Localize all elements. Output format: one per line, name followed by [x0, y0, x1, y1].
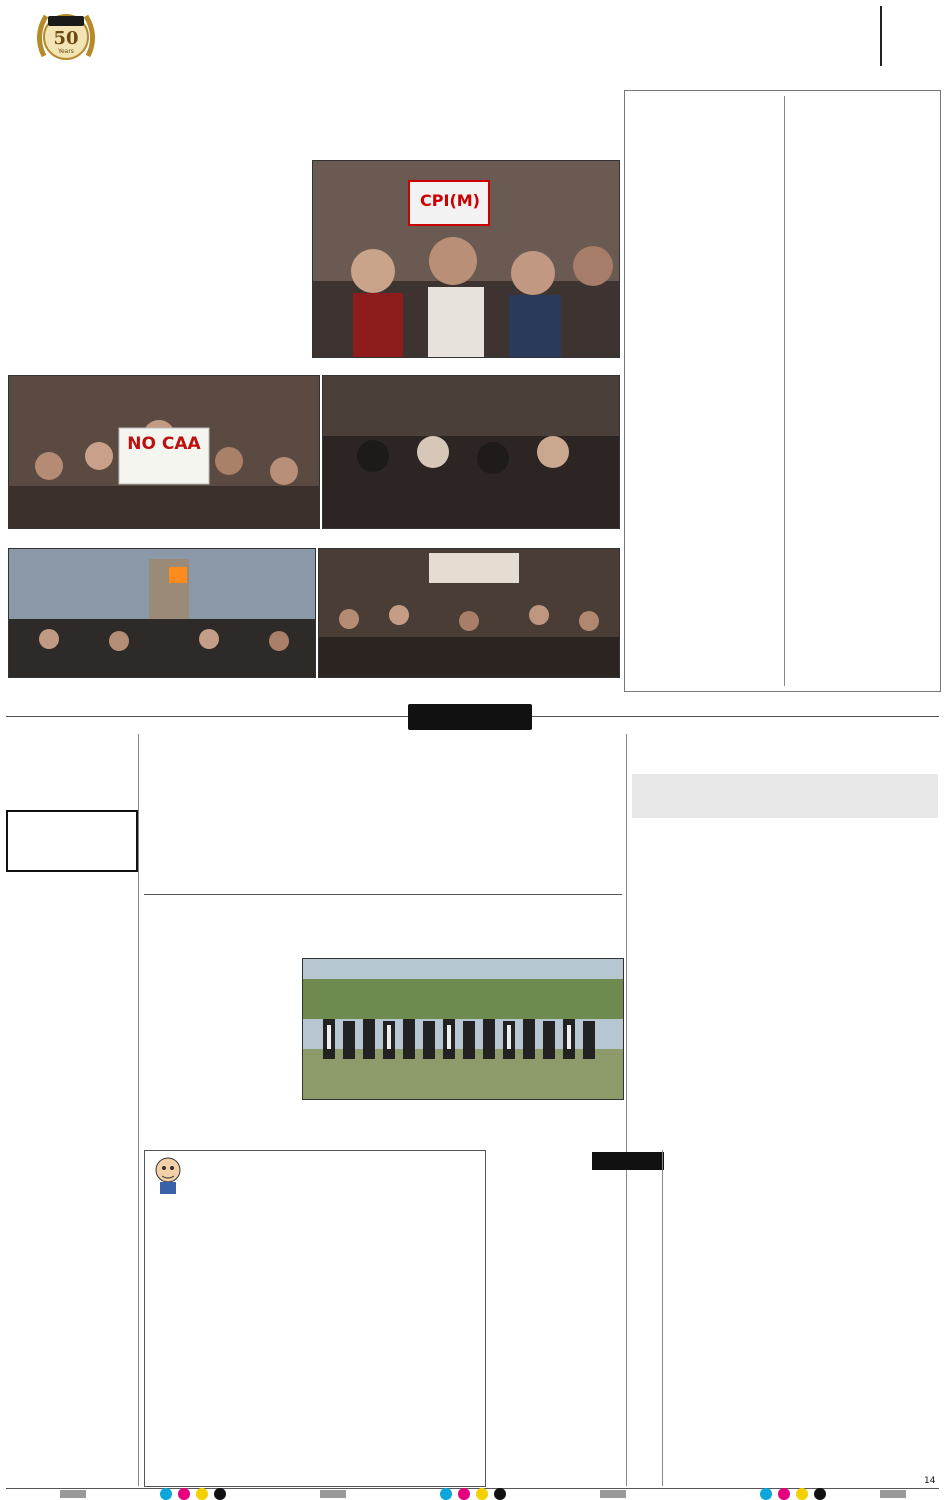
lpg-story-tag-bg — [592, 1152, 664, 1170]
football-story-col-3 — [464, 1102, 622, 1142]
gas-story-col-2 — [264, 790, 376, 890]
left-story-body — [6, 888, 134, 1484]
protest-crowd-photo — [319, 549, 619, 677]
protest-crowd-photo — [323, 376, 619, 528]
no-caa-sign-text: NO CAA — [127, 434, 201, 454]
gas-story-headline — [146, 740, 636, 784]
gas-story-col-3 — [382, 790, 494, 890]
left-story-subhead — [10, 814, 130, 866]
lead-headline — [10, 84, 615, 156]
black-mark — [214, 1488, 226, 1500]
grey-bars — [60, 1490, 86, 1498]
magenta-mark — [178, 1488, 190, 1500]
lpg-story-headline — [488, 1154, 588, 1174]
left-story-dateline — [6, 874, 134, 886]
grey-bars-2 — [320, 1490, 346, 1498]
logo-years-label: Years — [58, 48, 74, 55]
grey-bars-4 — [880, 1490, 906, 1498]
timeline-col-2 — [790, 96, 935, 686]
lead-photo-women-protest-caption — [322, 530, 618, 542]
golden-story-col-1 — [632, 838, 782, 946]
golden-story-col-2 — [788, 824, 938, 946]
football-story-col-4 — [632, 950, 938, 1134]
election-story-col-1 — [668, 1180, 798, 1484]
golden-story-dateline — [632, 824, 812, 836]
left-story-headline — [6, 738, 134, 808]
gas-story-col-4 — [500, 790, 620, 890]
lead-photo-no-caa — [8, 375, 320, 529]
logo-years-number: 50 — [53, 28, 79, 49]
football-story-headline — [146, 900, 624, 940]
cartoon-character-icon — [148, 1154, 188, 1194]
gas-story-dateline — [146, 790, 266, 802]
protest-sign-text: CPI(M) — [420, 191, 480, 210]
column-box-footer — [150, 1466, 478, 1478]
india-gate-protest-photo — [9, 549, 315, 677]
page-folio: 14 — [924, 1476, 936, 1486]
print-registration-marks — [160, 1488, 226, 1500]
football-story-col-2 — [302, 1102, 458, 1142]
print-registration-marks-3 — [760, 1488, 826, 1500]
lead-photo-crowd-banner — [318, 548, 620, 678]
column-box-title — [196, 1156, 356, 1192]
lead-photo-india-gate — [8, 548, 316, 678]
lead-photo-india-gate-caption — [8, 680, 314, 692]
lead-photo-women-protest — [322, 375, 620, 529]
football-story-col-1 — [146, 958, 296, 1138]
column-box-body — [150, 1226, 478, 1456]
football-story-dateline — [320, 944, 520, 956]
golden-story-subhead-bg — [632, 774, 938, 818]
election-story-col-2 — [804, 1154, 938, 1484]
yellow-mark — [196, 1488, 208, 1500]
header-divider-vertical — [880, 6, 882, 66]
golden-story-headline — [632, 740, 938, 770]
football-team-photo — [302, 958, 624, 1100]
masthead-logo — [30, 6, 102, 68]
election-story-headline — [668, 1154, 796, 1176]
lpg-story-col-1 — [488, 1178, 658, 1484]
grey-bars-3 — [600, 1490, 626, 1498]
lead-photo-main — [312, 160, 620, 358]
lead-photo-main-caption — [312, 358, 618, 370]
section-banner — [408, 704, 532, 730]
timeline-col-1 — [630, 96, 780, 686]
football-team-photo — [303, 959, 623, 1099]
lead-photo-crowd-banner-caption — [318, 680, 618, 692]
lead-intro — [8, 160, 308, 370]
column-box-tagline — [150, 1198, 478, 1222]
cyan-mark — [160, 1488, 172, 1500]
gas-story-col-1 — [146, 804, 258, 890]
lead-photo-no-caa-caption — [8, 530, 318, 542]
print-registration-marks-2 — [440, 1488, 506, 1500]
